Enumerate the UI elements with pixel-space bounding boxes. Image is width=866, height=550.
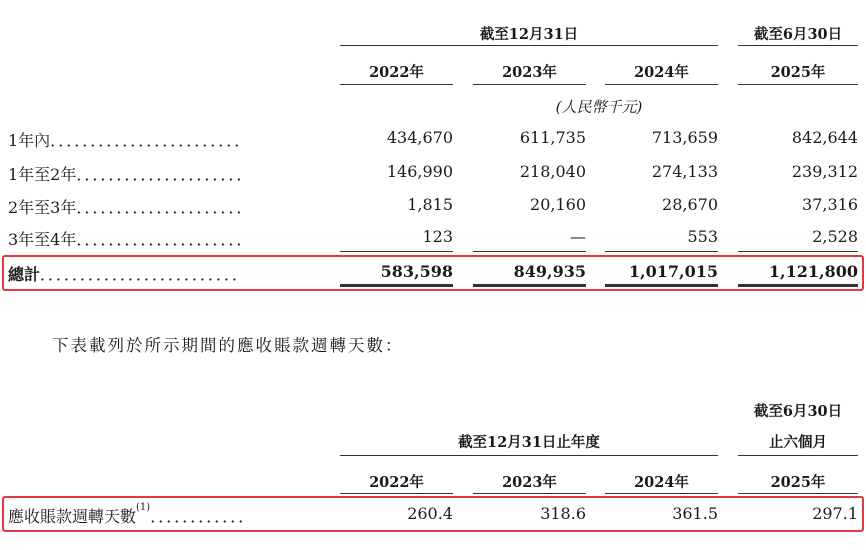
year-rule bbox=[340, 84, 453, 85]
subtotal-rule bbox=[605, 251, 718, 252]
total-double-rule bbox=[340, 284, 453, 287]
table-row-label: 1年內．．．．．．．．．．．．．．．．．．．．．．．． bbox=[8, 131, 251, 150]
total-double-rule bbox=[473, 284, 586, 287]
unit-label: (人民幣千元) bbox=[555, 98, 643, 116]
subtotal-rule bbox=[473, 251, 586, 252]
table-cell: 361.5 bbox=[672, 504, 718, 523]
year-rule bbox=[605, 493, 718, 494]
year-rule bbox=[473, 493, 586, 494]
table-cell: 297.1 bbox=[812, 504, 858, 523]
table-cell: 37,316 bbox=[802, 195, 858, 214]
table-row-label: 2年至3年．．．．．．．．．．．．．．．．．．．．． bbox=[8, 198, 253, 217]
group-header-six-months: 止六個月 bbox=[769, 434, 827, 451]
header-top-right: 截至6月30日 bbox=[753, 403, 843, 420]
table-cell: 318.6 bbox=[540, 504, 586, 523]
total-double-rule bbox=[605, 284, 718, 287]
year-header: 2022年 bbox=[369, 64, 424, 81]
subtotal-rule bbox=[340, 251, 453, 252]
year-header: 2025年 bbox=[770, 64, 826, 81]
table-row-label: 1年至2年．．．．．．．．．．．．．．．．．．．．． bbox=[8, 165, 253, 184]
group-header-year-ended: 截至12月31日止年度 bbox=[458, 434, 600, 451]
table-cell: 434,670 bbox=[386, 128, 453, 147]
turnover-days-label: 應收賬款週轉天數$^{(1)}$．．．．．．．．．．．． bbox=[8, 502, 255, 526]
header-rule bbox=[738, 455, 858, 456]
table-cell: 274,133 bbox=[651, 162, 718, 181]
table-cell: 842,644 bbox=[791, 128, 858, 147]
header-rule bbox=[738, 45, 858, 46]
table-cell: 1,815 bbox=[407, 195, 453, 214]
group-header-dec31: 截至12月31日 bbox=[479, 26, 579, 43]
group-header-jun30: 截至6月30日 bbox=[753, 26, 843, 43]
year-header: 2024年 bbox=[634, 474, 689, 491]
year-rule bbox=[605, 84, 718, 85]
total-cell: 1,017,015 bbox=[628, 262, 718, 281]
table-cell: 713,659 bbox=[651, 128, 718, 147]
total-cell: 1,121,800 bbox=[768, 262, 858, 281]
subtotal-rule bbox=[738, 251, 858, 252]
year-rule bbox=[738, 84, 858, 85]
year-header: 2023年 bbox=[502, 474, 557, 491]
total-row-label: 總計．．．．．．．．．．．．．．．．．．．．．．．．． bbox=[8, 265, 249, 284]
table-cell: 553 bbox=[687, 227, 718, 246]
table-cell: 2,528 bbox=[812, 227, 858, 246]
table-cell: 20,160 bbox=[530, 195, 586, 214]
table-row-label: 3年至4年．．．．．．．．．．．．．．．．．．．．． bbox=[8, 230, 253, 249]
year-header: 2022年 bbox=[369, 474, 424, 491]
header-rule bbox=[340, 455, 718, 456]
table-cell: 146,990 bbox=[386, 162, 453, 181]
table-cell: 239,312 bbox=[791, 162, 858, 181]
year-rule bbox=[340, 493, 453, 494]
year-rule bbox=[738, 493, 858, 494]
total-cell: 583,598 bbox=[380, 262, 453, 281]
header-rule bbox=[340, 45, 718, 46]
total-cell: 849,935 bbox=[513, 262, 586, 281]
table-cell: 611,735 bbox=[519, 128, 586, 147]
year-header: 2025年 bbox=[770, 474, 826, 491]
year-rule bbox=[473, 84, 586, 85]
table-cell: 28,670 bbox=[662, 195, 718, 214]
table-cell: 260.4 bbox=[407, 504, 453, 523]
total-double-rule bbox=[738, 284, 858, 287]
year-header: 2023年 bbox=[502, 64, 557, 81]
table-cell: 218,040 bbox=[519, 162, 586, 181]
body-paragraph: 下表載列於所示期間的應收賬款週轉天數： bbox=[52, 336, 404, 355]
year-header: 2024年 bbox=[634, 64, 689, 81]
table-cell: 123 bbox=[422, 227, 453, 246]
table-cell: — bbox=[570, 227, 586, 246]
footnote-marker: (1) bbox=[136, 502, 151, 513]
